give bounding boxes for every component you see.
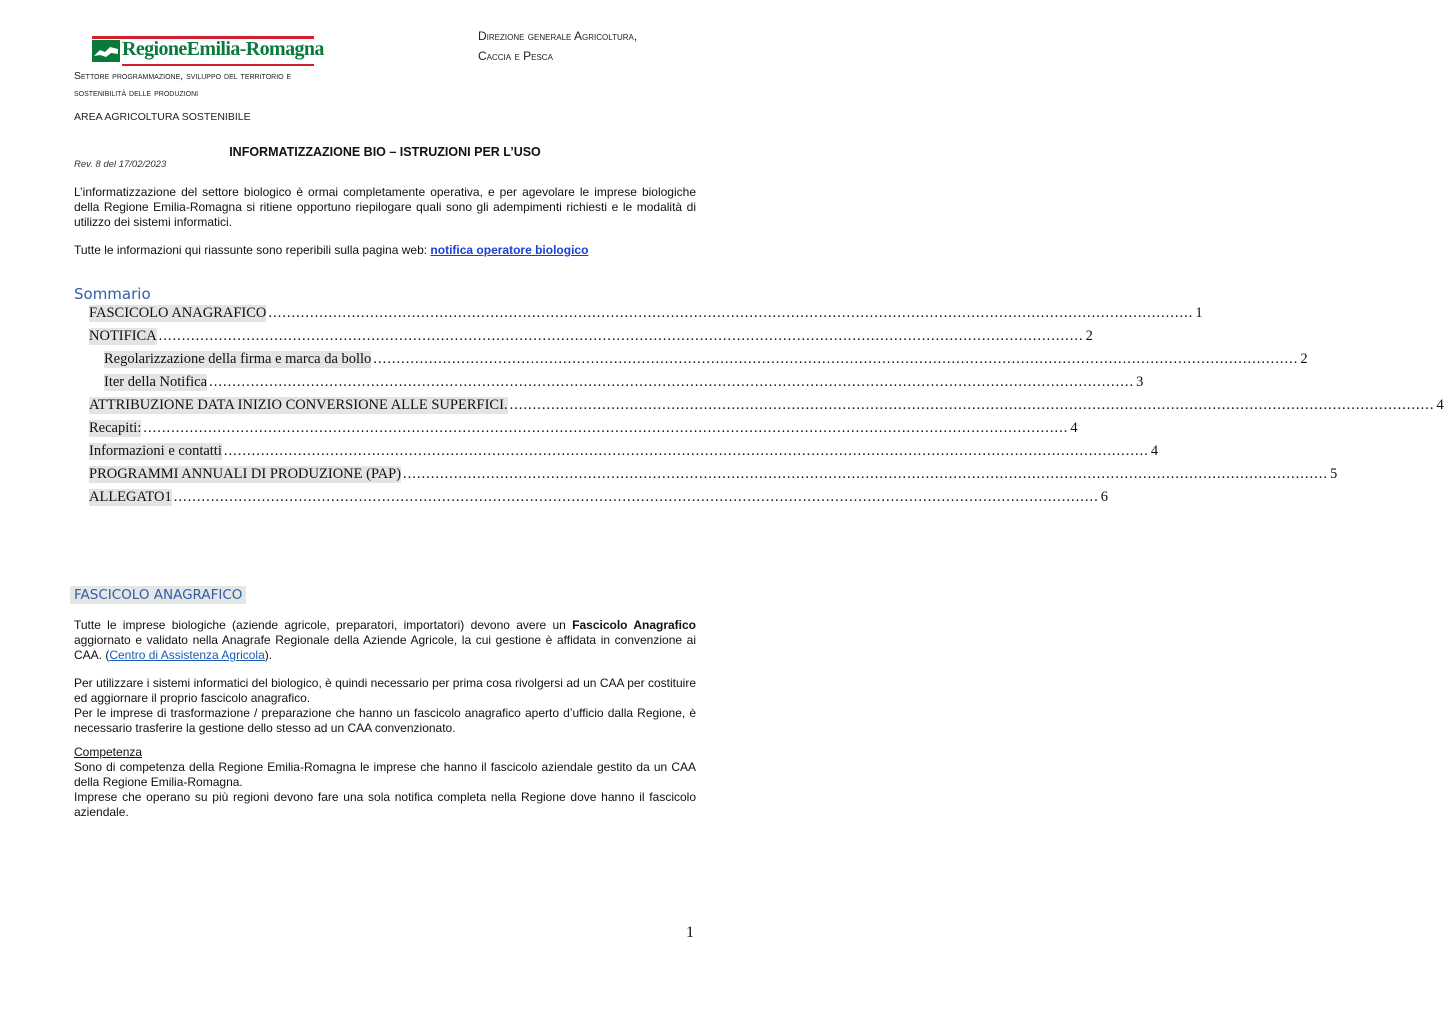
p1-bold: Fascicolo Anagrafico	[572, 618, 696, 632]
toc-leader-dots: ........................................................................................................................................................................................................	[143, 420, 1069, 436]
area-label: AREA AGRICOLTURA SOSTENIBILE	[74, 111, 251, 123]
toc-leader-dots: ........................................................................................................................................................................................................	[173, 489, 1099, 505]
toc-item[interactable]	[89, 305, 1203, 325]
fascicolo-paragraph	[74, 618, 696, 663]
intro-paragraph: L’informatizzazione del settore biologico è ormai completamente operativa, e per agevolare le imprese biologiche della Regione Emilia-Romagna si ritiene opportuno riepilogare quali sono gli adempimenti richiesti e le modalità di utilizzo dei sistemi informatici.	[74, 185, 696, 229]
toc-item-page: 3	[1136, 374, 1144, 390]
p1-text-b: aggiornato e validato nella Anagrafe Regionale della Aziende Agricole, la cui gestione è affidata in convenzione ai CAA. (	[74, 633, 696, 662]
toc-item[interactable]	[89, 466, 1338, 486]
toc-item-page: 4	[1436, 397, 1444, 413]
web-paragraph	[74, 243, 696, 258]
page-number: 1	[686, 924, 694, 941]
toc-item[interactable]	[89, 489, 1108, 509]
toc-item[interactable]	[89, 443, 1159, 463]
fascicolo-heading: FASCICOLO ANAGRAFICO	[70, 586, 246, 604]
settore-block	[74, 70, 404, 104]
toc-leader-dots: ........................................................................................................................................................................................................	[373, 351, 1299, 367]
toc-item-page: 6	[1100, 489, 1108, 505]
toc-item-page: 4	[1150, 443, 1159, 459]
toc-item[interactable]	[89, 328, 1093, 348]
p2-line2: Per le imprese di trasformazione / preparazione che hanno un fascicolo anagrafico aperto d’ufficio dalla Regione, è necessario trasferire la gestione dello stesso ad un CAA convenzionato.	[74, 706, 696, 735]
toc-item-label: Regolarizzazione della firma e marca da bollo	[104, 351, 372, 367]
direzione-line1: Direzione generale Agricoltura,	[478, 29, 638, 43]
direzione-line2: Caccia e Pesca	[478, 49, 553, 63]
toc-item[interactable]	[104, 351, 1308, 371]
toc-item-page: 1	[1195, 305, 1203, 321]
competenza-heading: Competenza	[74, 745, 143, 759]
p2-line1: Per utilizzare i sistemi informatici del biologico, è quindi necessario per prima cosa rivolgersi ad un CAA per costituire ed aggiornare il proprio fascicolo anagrafico.	[74, 676, 696, 705]
regione-logo	[92, 36, 324, 68]
toc-item-page: 2	[1300, 351, 1308, 367]
p3-line2: Imprese che operano su più regioni devono fare una sola notifica completa nella Regione dove hanno il fascicolo aziendale.	[74, 790, 696, 819]
web-text: Tutte le informazioni qui riassunte sono reperibili sulla pagina web:	[74, 243, 431, 257]
p1-text-a: Tutte le imprese biologiche (aziende agricole, preparatori, importatori) devono avere un	[74, 618, 573, 632]
toc-leader-dots: ........................................................................................................................................................................................................	[403, 466, 1329, 482]
toc-leader-dots: ........................................................................................................................................................................................................	[509, 397, 1435, 413]
toc-item-label: ALLEGATO1	[89, 489, 172, 505]
sistemi-paragraph	[74, 676, 696, 736]
toc-item[interactable]	[89, 420, 1078, 440]
p3-line1: Sono di competenza della Regione Emilia-Romagna le imprese che hanno il fascicolo aziendale gestito da un CAA della Regione Emilia-Romagna.	[74, 760, 696, 789]
p1-text-c: ).	[264, 648, 273, 662]
revision-label: Rev. 8 del 17/02/2023	[74, 159, 167, 170]
competenza-paragraph	[74, 760, 696, 820]
toc-item-page: 4	[1070, 420, 1078, 436]
toc-item[interactable]	[89, 397, 1444, 417]
toc-item-label: Iter della Notifica	[104, 374, 208, 390]
sommario-heading: Sommario	[74, 285, 151, 303]
toc-item-label: FASCICOLO ANAGRAFICO	[89, 305, 267, 321]
toc-item-page: 2	[1085, 328, 1093, 344]
notifica-link[interactable]: notifica operatore biologico	[430, 243, 589, 257]
logo-text: RegioneEmilia-Romagna	[122, 38, 324, 60]
toc-leader-dots: ........................................................................................................................................................................................................	[223, 443, 1149, 459]
toc-item-label: NOTIFICA	[89, 328, 157, 344]
settore-line2: sostenibilità delle produzioni	[74, 87, 199, 99]
toc-item-label: Informazioni e contatti	[89, 443, 222, 459]
caa-link[interactable]: Centro di Assistenza Agricola	[109, 648, 265, 662]
region-map-icon	[92, 40, 120, 62]
settore-line1: Settore programmazione, sviluppo del territorio e	[74, 70, 292, 82]
toc-item[interactable]	[104, 374, 1144, 394]
toc-leader-dots: ........................................................................................................................................................................................................	[268, 305, 1194, 321]
direzione-block	[478, 26, 738, 66]
toc-item-label: ATTRIBUZIONE DATA INIZIO CONVERSIONE ALLE SUPERFICI.	[89, 397, 508, 413]
toc-item-label: Recapiti:	[89, 420, 142, 436]
toc-leader-dots: ........................................................................................................................................................................................................	[158, 328, 1084, 344]
toc-item-page: 5	[1330, 466, 1338, 482]
document-title: INFORMATIZZAZIONE BIO – ISTRUZIONI PER L’USO	[229, 145, 541, 159]
toc-item-label: PROGRAMMI ANNUALI DI PRODUZIONE (PAP)	[89, 466, 402, 482]
toc-leader-dots: ........................................................................................................................................................................................................	[209, 374, 1135, 390]
